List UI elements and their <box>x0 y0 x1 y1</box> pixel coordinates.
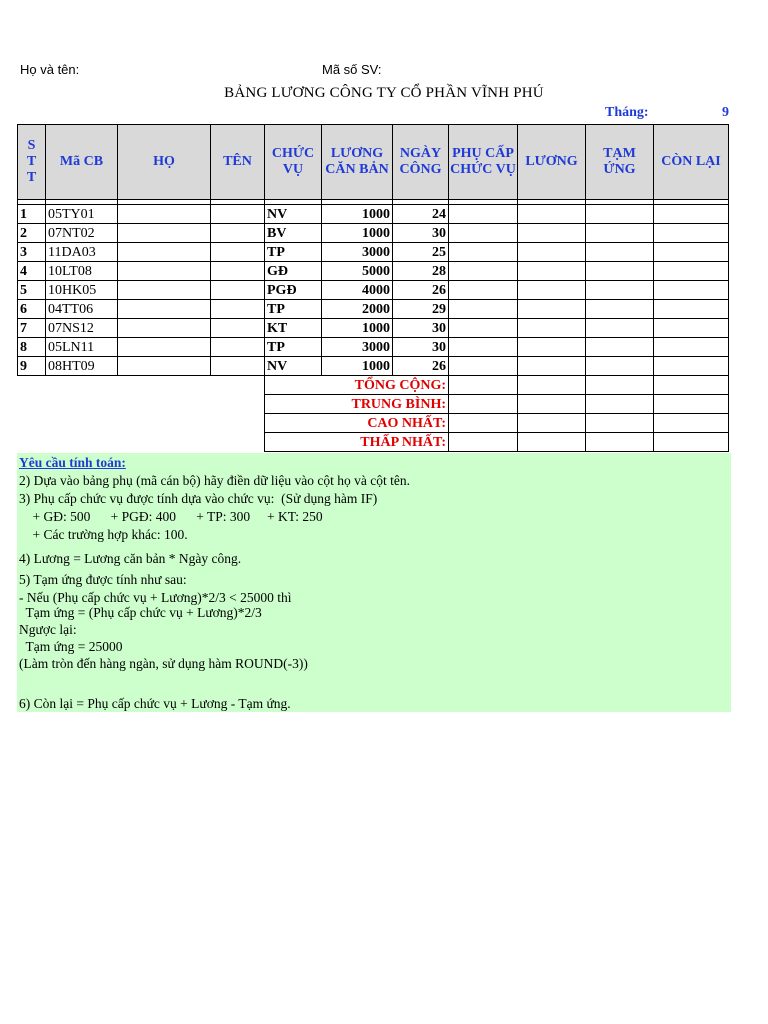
summary-label: TRUNG BÌNH: <box>265 395 449 414</box>
employee-code[interactable]: 05LN11 <box>46 338 118 357</box>
table-row <box>18 224 729 243</box>
allowance-cell[interactable] <box>449 224 518 243</box>
first-name-cell[interactable] <box>211 262 265 281</box>
position-cell[interactable]: BV <box>265 224 322 243</box>
advance-cell[interactable] <box>586 243 654 262</box>
remaining-cell[interactable] <box>654 338 729 357</box>
row-stt[interactable]: 7 <box>18 319 46 338</box>
page-title: BẢNG LƯƠNG CÔNG TY CỔ PHẦN VĨNH PHÚ <box>224 85 544 101</box>
remaining-cell[interactable] <box>654 281 729 300</box>
employee-code[interactable]: 08HT09 <box>46 357 118 376</box>
advance-cell[interactable] <box>586 319 654 338</box>
summary-row <box>18 414 729 433</box>
last-name-cell[interactable] <box>118 205 211 224</box>
column-header: PHỤ CẤP CHỨC VỤ <box>449 125 518 200</box>
work-days-cell[interactable]: 30 <box>393 224 449 243</box>
base-salary-cell[interactable]: 3000 <box>322 338 393 357</box>
name-label: Họ và tên: <box>20 62 80 77</box>
student-id-label: Mã số SV: <box>322 62 382 77</box>
note-line: + GĐ: 500 + PGĐ: 400 + TP: 300 + KT: 250 <box>19 509 323 524</box>
position-cell[interactable]: PGĐ <box>265 281 322 300</box>
remaining-cell[interactable] <box>654 243 729 262</box>
column-header: TẠM ỨNG <box>586 125 654 200</box>
salary-cell[interactable] <box>518 243 586 262</box>
work-days-cell[interactable]: 26 <box>393 357 449 376</box>
advance-cell[interactable] <box>586 224 654 243</box>
base-salary-cell[interactable]: 1000 <box>322 357 393 376</box>
base-salary-cell[interactable]: 1000 <box>322 319 393 338</box>
employee-code[interactable]: 07NS12 <box>46 319 118 338</box>
summary-label: CAO NHẤT: <box>265 414 449 433</box>
notes-heading: Yêu cầu tính toán: <box>19 455 126 470</box>
first-name-cell[interactable] <box>211 319 265 338</box>
table-header-row <box>18 125 729 200</box>
allowance-cell[interactable] <box>449 338 518 357</box>
summary-row <box>18 395 729 414</box>
last-name-cell[interactable] <box>118 243 211 262</box>
last-name-cell[interactable] <box>118 281 211 300</box>
summary-value-cell[interactable] <box>586 414 654 433</box>
work-days-cell[interactable]: 24 <box>393 205 449 224</box>
table-row <box>18 319 729 338</box>
summary-row <box>18 433 729 452</box>
column-header: LƯƠNG <box>518 125 586 200</box>
table-row <box>18 205 729 224</box>
note-line: 4) Lương = Lương căn bản * Ngày công. <box>19 551 242 566</box>
base-salary-cell[interactable]: 1000 <box>322 205 393 224</box>
employee-code[interactable]: 04TT06 <box>46 300 118 319</box>
table-row <box>18 300 729 319</box>
employee-code[interactable]: 10LT08 <box>46 262 118 281</box>
remaining-cell[interactable] <box>654 262 729 281</box>
row-stt[interactable]: 3 <box>18 243 46 262</box>
note-line: Ngược lại: <box>19 622 77 637</box>
table-row <box>18 243 729 262</box>
table-row <box>18 338 729 357</box>
note-line: 6) Còn lại = Phụ cấp chức vụ + Lương - Tạm ứng. <box>19 696 291 711</box>
column-header: TÊN <box>211 125 265 200</box>
summary-row <box>18 376 729 395</box>
allowance-cell[interactable] <box>449 243 518 262</box>
position-cell[interactable]: KT <box>265 319 322 338</box>
last-name-cell[interactable] <box>118 262 211 281</box>
table-row <box>18 262 729 281</box>
column-header: CÒN LẠI <box>654 125 729 200</box>
summary-value-cell[interactable] <box>654 433 729 452</box>
calculation-requirements <box>17 453 731 712</box>
row-stt[interactable]: 1 <box>18 205 46 224</box>
row-stt[interactable]: 5 <box>18 281 46 300</box>
note-line: Tạm ứng = 25000 <box>19 639 123 654</box>
last-name-cell[interactable] <box>118 319 211 338</box>
first-name-cell[interactable] <box>211 357 265 376</box>
work-days-cell[interactable]: 30 <box>393 338 449 357</box>
position-cell[interactable]: NV <box>265 357 322 376</box>
base-salary-cell[interactable]: 3000 <box>322 243 393 262</box>
row-stt[interactable]: 8 <box>18 338 46 357</box>
employee-code[interactable]: 07NT02 <box>46 224 118 243</box>
summary-value-cell[interactable] <box>654 395 729 414</box>
employee-code[interactable]: 11DA03 <box>46 243 118 262</box>
row-stt[interactable]: 9 <box>18 357 46 376</box>
note-line: 5) Tạm ứng được tính như sau: <box>19 572 187 587</box>
column-header: S T T <box>18 125 46 200</box>
allowance-cell[interactable] <box>449 357 518 376</box>
summary-value-cell[interactable] <box>518 433 586 452</box>
summary-value-cell[interactable] <box>654 414 729 433</box>
row-stt[interactable]: 2 <box>18 224 46 243</box>
summary-blank <box>18 433 265 452</box>
first-name-cell[interactable] <box>211 300 265 319</box>
column-header: LƯƠNG CĂN BẢN <box>322 125 393 200</box>
summary-value-cell[interactable] <box>449 414 518 433</box>
remaining-cell[interactable] <box>654 224 729 243</box>
row-stt[interactable]: 6 <box>18 300 46 319</box>
note-line: - Nếu (Phụ cấp chức vụ + Lương)*2/3 < 25000 thì <box>19 590 292 605</box>
allowance-cell[interactable] <box>449 300 518 319</box>
note-line: Tạm ứng = (Phụ cấp chức vụ + Lương)*2/3 <box>19 605 262 620</box>
last-name-cell[interactable] <box>118 357 211 376</box>
summary-value-cell[interactable] <box>586 376 654 395</box>
row-stt[interactable]: 4 <box>18 262 46 281</box>
allowance-cell[interactable] <box>449 205 518 224</box>
first-name-cell[interactable] <box>211 338 265 357</box>
salary-cell[interactable] <box>518 338 586 357</box>
last-name-cell[interactable] <box>118 224 211 243</box>
advance-cell[interactable] <box>586 281 654 300</box>
note-line: 3) Phụ cấp chức vụ được tính dựa vào chức vụ: (Sử dụng hàm IF) <box>19 491 378 506</box>
employee-code[interactable]: 10HK05 <box>46 281 118 300</box>
position-cell[interactable]: TP <box>265 300 322 319</box>
column-header: Mã CB <box>46 125 118 200</box>
summary-value-cell[interactable] <box>518 414 586 433</box>
salary-cell[interactable] <box>518 205 586 224</box>
base-salary-cell[interactable]: 4000 <box>322 281 393 300</box>
advance-cell[interactable] <box>586 205 654 224</box>
position-cell[interactable]: TP <box>265 338 322 357</box>
position-cell[interactable]: NV <box>265 205 322 224</box>
summary-value-cell[interactable] <box>586 395 654 414</box>
employee-code[interactable]: 05TY01 <box>46 205 118 224</box>
table-row <box>18 281 729 300</box>
first-name-cell[interactable] <box>211 281 265 300</box>
allowance-cell[interactable] <box>449 281 518 300</box>
advance-cell[interactable] <box>586 357 654 376</box>
advance-cell[interactable] <box>586 300 654 319</box>
salary-cell[interactable] <box>518 300 586 319</box>
position-cell[interactable]: TP <box>265 243 322 262</box>
summary-value-cell[interactable] <box>449 376 518 395</box>
position-cell[interactable]: GĐ <box>265 262 322 281</box>
salary-cell[interactable] <box>518 319 586 338</box>
summary-blank <box>18 395 265 414</box>
table-row <box>18 357 729 376</box>
remaining-cell[interactable] <box>654 357 729 376</box>
column-header: CHỨC VỤ <box>265 125 322 200</box>
salary-cell[interactable] <box>518 281 586 300</box>
allowance-cell[interactable] <box>449 262 518 281</box>
advance-cell[interactable] <box>586 262 654 281</box>
salary-cell[interactable] <box>518 262 586 281</box>
first-name-cell[interactable] <box>211 205 265 224</box>
summary-value-cell[interactable] <box>518 395 586 414</box>
salary-table <box>17 124 729 452</box>
note-line: + Các trường hợp khác: 100. <box>19 527 188 542</box>
summary-blank <box>18 414 265 433</box>
summary-value-cell[interactable] <box>449 395 518 414</box>
work-days-cell[interactable]: 25 <box>393 243 449 262</box>
column-header: NGÀY CÔNG <box>393 125 449 200</box>
last-name-cell[interactable] <box>118 300 211 319</box>
summary-value-cell[interactable] <box>586 433 654 452</box>
summary-value-cell[interactable] <box>654 376 729 395</box>
base-salary-cell[interactable]: 1000 <box>322 224 393 243</box>
base-salary-cell[interactable]: 5000 <box>322 262 393 281</box>
work-days-cell[interactable]: 29 <box>393 300 449 319</box>
month-value: 9 <box>722 105 729 120</box>
note-line: 2) Dựa vào bảng phụ (mã cán bộ) hãy điền dữ liệu vào cột họ và cột tên. <box>19 473 411 488</box>
salary-cell[interactable] <box>518 224 586 243</box>
month-label: Tháng: <box>605 105 649 120</box>
summary-label: TỔNG CỘNG: <box>265 376 449 395</box>
salary-cell[interactable] <box>518 357 586 376</box>
first-name-cell[interactable] <box>211 243 265 262</box>
column-header: HỌ <box>118 125 211 200</box>
summary-label: THẤP NHẤT: <box>265 433 449 452</box>
summary-value-cell[interactable] <box>449 433 518 452</box>
last-name-cell[interactable] <box>118 338 211 357</box>
base-salary-cell[interactable]: 2000 <box>322 300 393 319</box>
remaining-cell[interactable] <box>654 300 729 319</box>
advance-cell[interactable] <box>586 338 654 357</box>
work-days-cell[interactable]: 30 <box>393 319 449 338</box>
first-name-cell[interactable] <box>211 224 265 243</box>
summary-blank <box>18 376 265 395</box>
remaining-cell[interactable] <box>654 205 729 224</box>
work-days-cell[interactable]: 28 <box>393 262 449 281</box>
summary-value-cell[interactable] <box>518 376 586 395</box>
work-days-cell[interactable]: 26 <box>393 281 449 300</box>
allowance-cell[interactable] <box>449 319 518 338</box>
remaining-cell[interactable] <box>654 319 729 338</box>
note-line: (Làm tròn đến hàng ngàn, sử dụng hàm ROUND(-3)) <box>19 656 308 671</box>
